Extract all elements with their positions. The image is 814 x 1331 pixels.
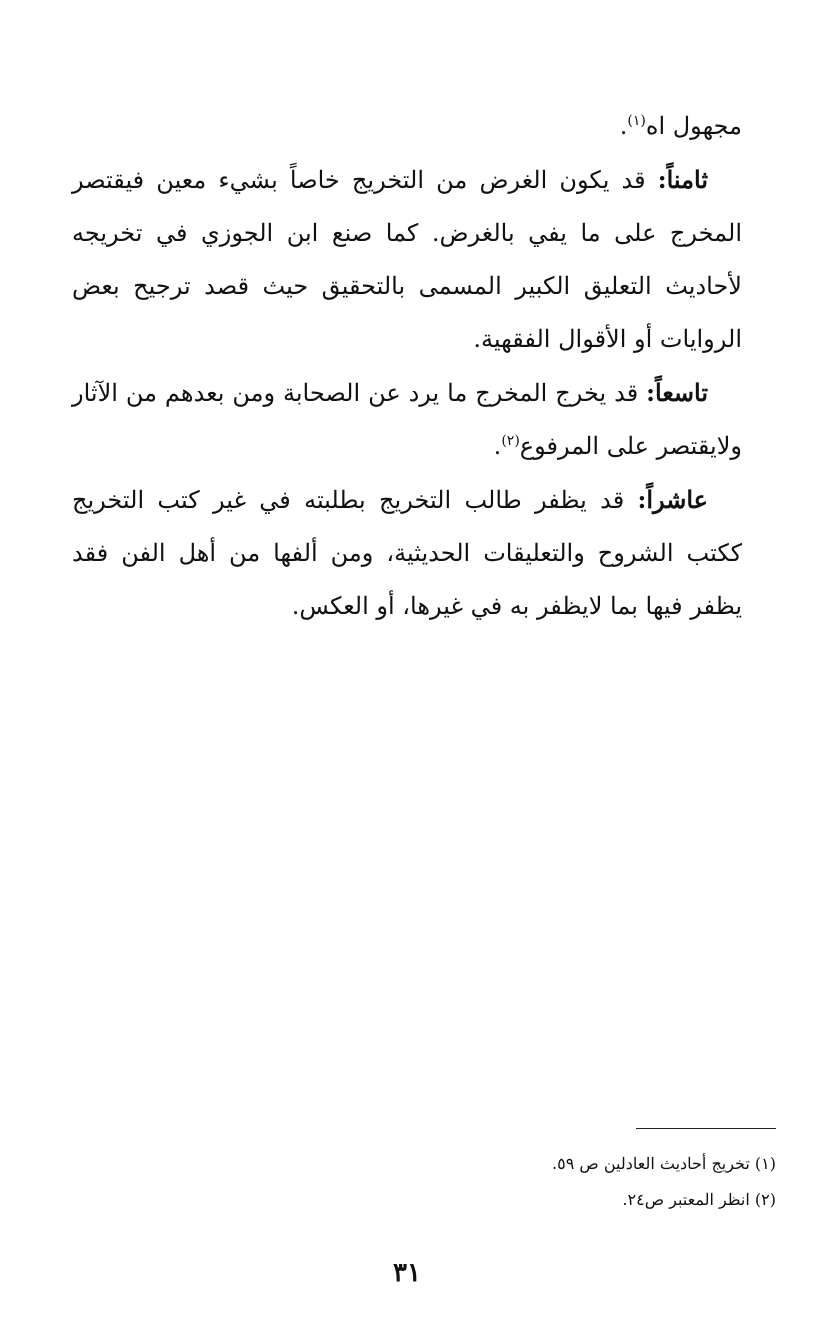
paragraph-tail: . (493, 432, 502, 460)
paragraph-text: مجهول اه (645, 112, 742, 140)
paragraph-lead: تاسعاً: (646, 378, 708, 407)
paragraph-tenth (72, 473, 742, 633)
paragraph-lead: عاشراً: (637, 485, 708, 514)
paragraph-eighth (72, 153, 742, 366)
footnote-ref-1: (١) (627, 113, 646, 129)
page-number: ٣١ (393, 1258, 421, 1288)
footnotes (72, 1146, 776, 1218)
main-text (72, 100, 742, 633)
footnote-2: (٢) انظر المعتبر ص٢٤. (622, 1190, 776, 1209)
footnote-1: (١) تخريج أحاديث العادلين ص ٥٩. (552, 1154, 776, 1173)
paragraph-ninth (72, 366, 742, 473)
paragraph-text: قد يظفر طالب التخريج بطلبته في غير كتب التخريج ككتب الشروح والتعليقات الحديثية، ومن ألفها من أهل الفن فقد يظفر فيها بما لايظفر به في غيرها، أو العكس. (72, 486, 742, 620)
footnote-ref-2: (٢) (501, 433, 520, 449)
paragraph-lead: ثامناً: (657, 165, 708, 194)
footnote-separator (636, 1128, 776, 1129)
paragraph-tail: . (619, 112, 628, 140)
paragraph-continuation (72, 100, 742, 153)
paragraph-text: قد يخرج المخرج ما يرد عن الصحابة ومن بعدهم من الآثار ولايقتصر على المرفوع (72, 379, 742, 460)
paragraph-text: قد يكون الغرض من التخريج خاصاً بشيء معين فيقتصر المخرج على ما يفي بالغرض. كما صنع ابن الجوزي في تخريجه لأحاديث التعليق الكبير المسمى بالتحقيق حيث قصد ترجيح بعض الروايات أو الأقوال الفقهية. (72, 166, 743, 353)
